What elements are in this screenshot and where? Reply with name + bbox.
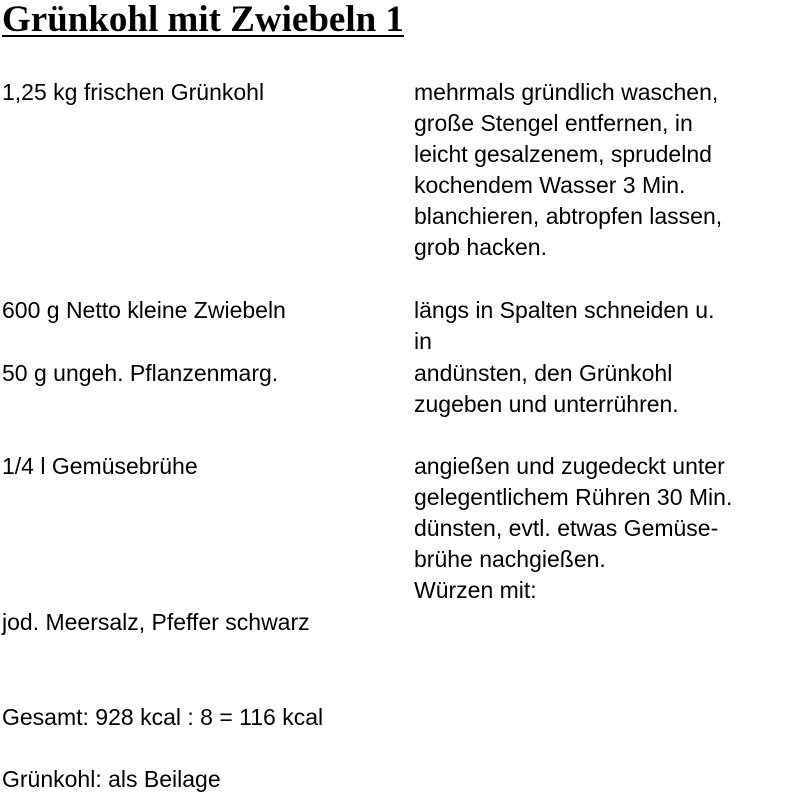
instruction-line: gelegentlichem Rühren 30 Min.	[414, 484, 733, 510]
instruction-line: Würzen mit:	[414, 577, 537, 603]
instruction-line: angießen und zugedeckt unter	[414, 453, 725, 479]
instruction-line: in	[414, 328, 432, 354]
instruction-line: andünsten, den Grünkohl	[414, 360, 673, 386]
instruction	[414, 451, 786, 606]
instruction-line: brühe nachgießen.	[414, 546, 606, 572]
instruction-line: blanchieren, abtropfen lassen,	[414, 203, 723, 229]
instruction	[414, 77, 786, 263]
instruction-line: große Stengel entfernen, in	[414, 110, 693, 136]
serving-note: Grünkohl: als Beilage	[2, 766, 221, 792]
instruction-line: mehrmals gründlich waschen,	[414, 79, 719, 105]
ingredient: 1,25 kg frischen Grünkohl	[2, 79, 265, 105]
ingredient: 600 g Netto kleine Zwiebeln	[2, 297, 286, 323]
instruction-line: grob hacken.	[414, 234, 547, 260]
ingredient: 50 g ungeh. Pflanzenmarg.	[2, 360, 279, 386]
recipe-title: Grünkohl mit Zwiebeln 1	[2, 0, 404, 40]
instruction-line: leicht gesalzenem, sprudelnd	[414, 141, 712, 167]
instruction-line: zugeben und unterrühren.	[414, 391, 679, 417]
instruction-line: längs in Spalten schneiden u.	[414, 297, 715, 323]
seasoning: jod. Meersalz, Pfeffer schwarz	[2, 609, 310, 635]
instruction-line: dünsten, evtl. etwas Gemüse-	[414, 515, 719, 541]
instruction	[414, 358, 786, 420]
instruction-line: kochendem Wasser 3 Min.	[414, 172, 686, 198]
calorie-total: Gesamt: 928 kcal : 8 = 116 kcal	[2, 704, 324, 730]
ingredient: 1/4 l Gemüsebrühe	[2, 453, 198, 479]
instruction	[414, 295, 786, 357]
